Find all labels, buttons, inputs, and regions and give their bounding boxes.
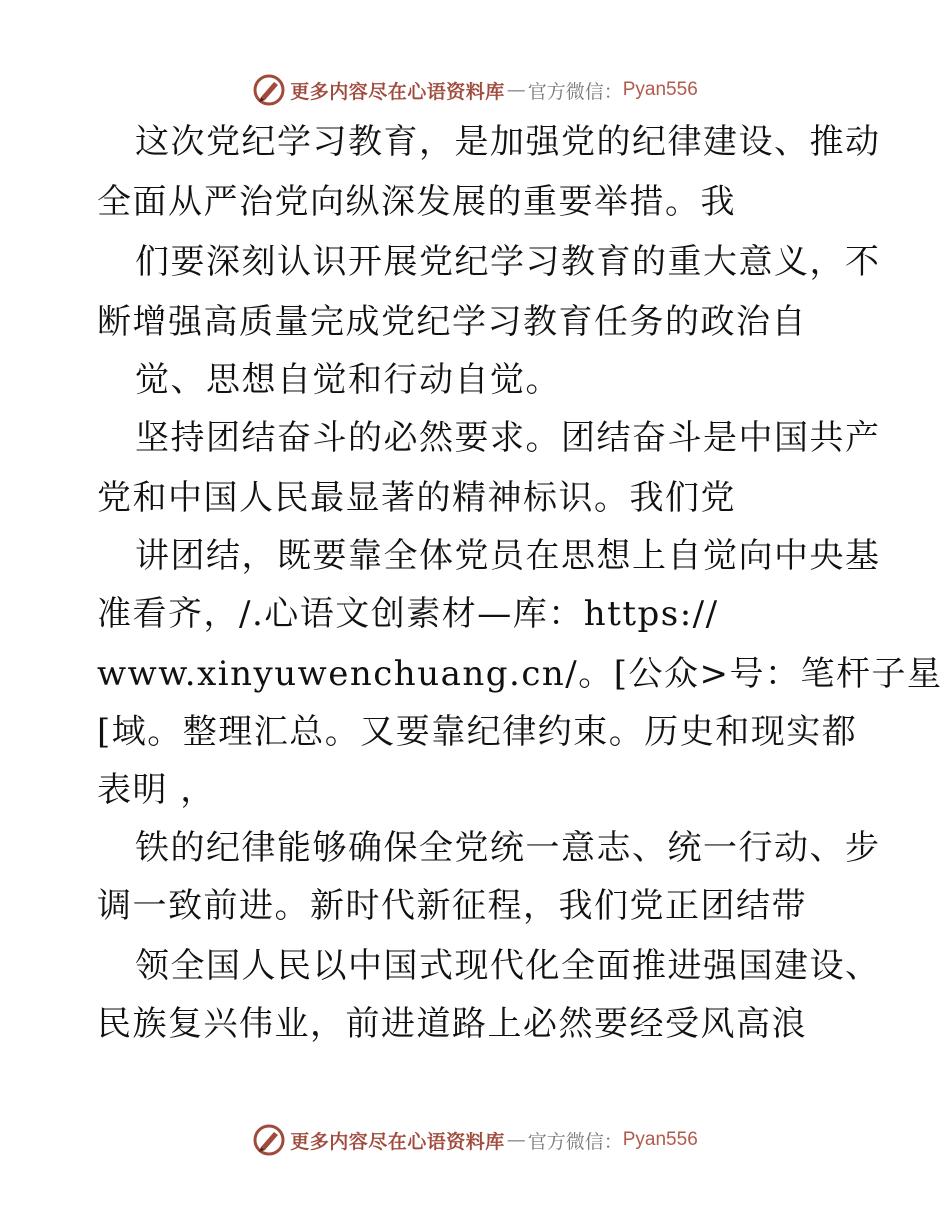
body-line: 民族复兴伟业，前进道路上必然要经受风高浪: [97, 1004, 807, 1044]
body-line: 全面从严治党向纵深发展的重要举措。我: [97, 182, 736, 222]
body-line: 准看齐，/.心语文创素材—库：https://: [97, 594, 719, 634]
body-line: 讲团结，既要靠全体党员在思想上自觉向中央基: [135, 536, 881, 576]
body-line: 觉、思想自觉和行动自觉。: [135, 360, 561, 400]
body-line: 坚持团结奋斗的必然要求。团结奋斗是中国共产: [135, 418, 881, 458]
body-line: 党和中国人民最显著的精神标识。我们党: [97, 478, 736, 518]
body-line: 断增强高质量完成党纪学习教育任务的政治自: [97, 302, 807, 342]
header-wechat-label: 官方微信：: [527, 80, 623, 103]
body-line: 这次党纪学习教育，是加强党的纪律建设、推动: [135, 122, 881, 162]
footer-wechat-label: 官方微信：: [527, 1130, 623, 1153]
body-line: 领全国人民以中国式现代化全面推进强国建设、: [135, 946, 881, 986]
header-separator: —: [506, 79, 526, 101]
footer-separator: —: [506, 1129, 526, 1151]
body-line: 铁的纪律能够确保全党统一意志、统一行动、步: [135, 828, 881, 868]
header-wechat-id: Pyan556: [622, 79, 698, 100]
footer-brand-text: 更多内容尽在心语资料库: [290, 1130, 505, 1153]
body-line: 们要深刻认识开展党纪学习教育的重大意义，不: [135, 242, 881, 282]
footer-banner: [0, 1120, 950, 1160]
body-line: 调一致前进。新时代新征程，我们党正团结带: [97, 886, 807, 926]
header-brand-text: 更多内容尽在心语资料库: [290, 80, 505, 103]
header-banner: [0, 70, 950, 110]
body-line: www.xinyuwenchuang.cn/。[公众>号：笔杆子星: [97, 654, 943, 694]
footer-wechat-id: Pyan556: [622, 1129, 698, 1150]
pen-logo-icon: [252, 1123, 286, 1157]
pen-logo-icon: [252, 73, 286, 107]
body-line: [域。整理汇总。又要靠纪律约束。历史和现实都: [97, 712, 858, 752]
body-line: 表明 ，: [97, 770, 216, 810]
